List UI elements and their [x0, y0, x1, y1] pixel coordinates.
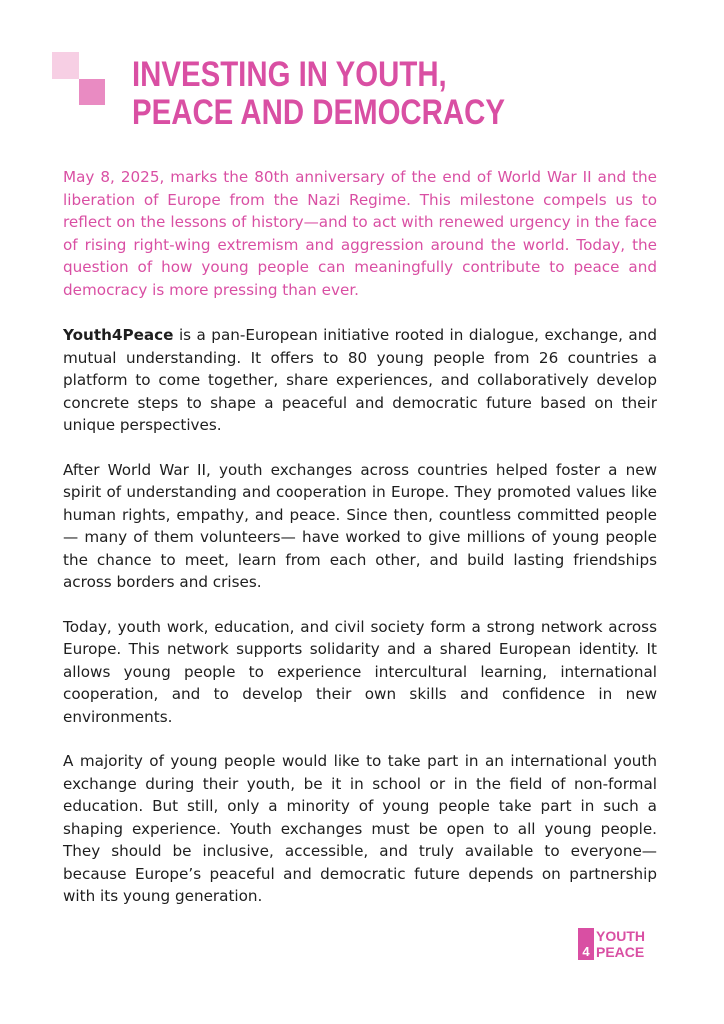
logo-square-digit: 4 [578, 944, 594, 960]
logo-word-youth: YOUTH [596, 928, 645, 944]
page-title-line-1: INVESTING IN YOUTH, [132, 55, 447, 94]
intro-paragraph: May 8, 2025, marks the 80th anniversary of the end of World War II and the liberation of Europe from the Nazi Regime. This milestone compels us to reflect on the lessons of history—and to act with renewed urgency in the face of rising right-wing extremism and aggression around the world. Today, the question of how young people can meaningfully contribute to peace and democracy is more pressing than ever. [63, 168, 657, 299]
youth4peace-paragraph [63, 324, 657, 437]
youth4peace-logo [578, 928, 668, 962]
page-title-line-2: PEACE AND DEMOCRACY [132, 93, 505, 132]
network-paragraph: Today, youth work, education, and civil society form a strong network across Europe. This network supports solidarity and a shared European identity. It allows young people to experience intercultural learning, international cooperation, and to develop their own skills and confidence in new environments. [63, 617, 657, 726]
logo-square-top [578, 928, 594, 944]
page-title [132, 56, 505, 132]
decorative-square-light [52, 52, 79, 79]
history-paragraph: After World War II, youth exchanges across countries helped foster a new spirit of understanding and cooperation in Europe. They promoted values like human rights, empathy, and peace. Since then, countless committed people — many of them volunteers— have worked to give millions of young people the chance to meet, learn from each other, and build lasting friendships across borders and crises. [63, 460, 657, 591]
youth4peace-paragraph-text: is a pan-European initiative rooted in dialogue, exchange, and mutual understanding. It offers to 80 young people from 26 countries a platform to come together, share experiences, and collaboratively develop concrete steps to shape a peaceful and democratic future based on their unique perspectives. [63, 326, 657, 434]
logo-word-peace: PEACE [596, 944, 645, 960]
exchange-paragraph: A majority of young people would like to take part in an international youth exchange during their youth, be it in school or in the field of non-formal education. But still, only a minority of young people take part in such a shaping experience. Youth exchanges must be open to all young people. They should be inclusive, accessible, and truly available to everyone—because Europe’s peaceful and democratic future depends on partnership with its young generation. [63, 752, 657, 905]
article-body [63, 166, 657, 930]
decorative-square-pink [79, 79, 105, 105]
brand-name: Youth4Peace [63, 326, 174, 344]
